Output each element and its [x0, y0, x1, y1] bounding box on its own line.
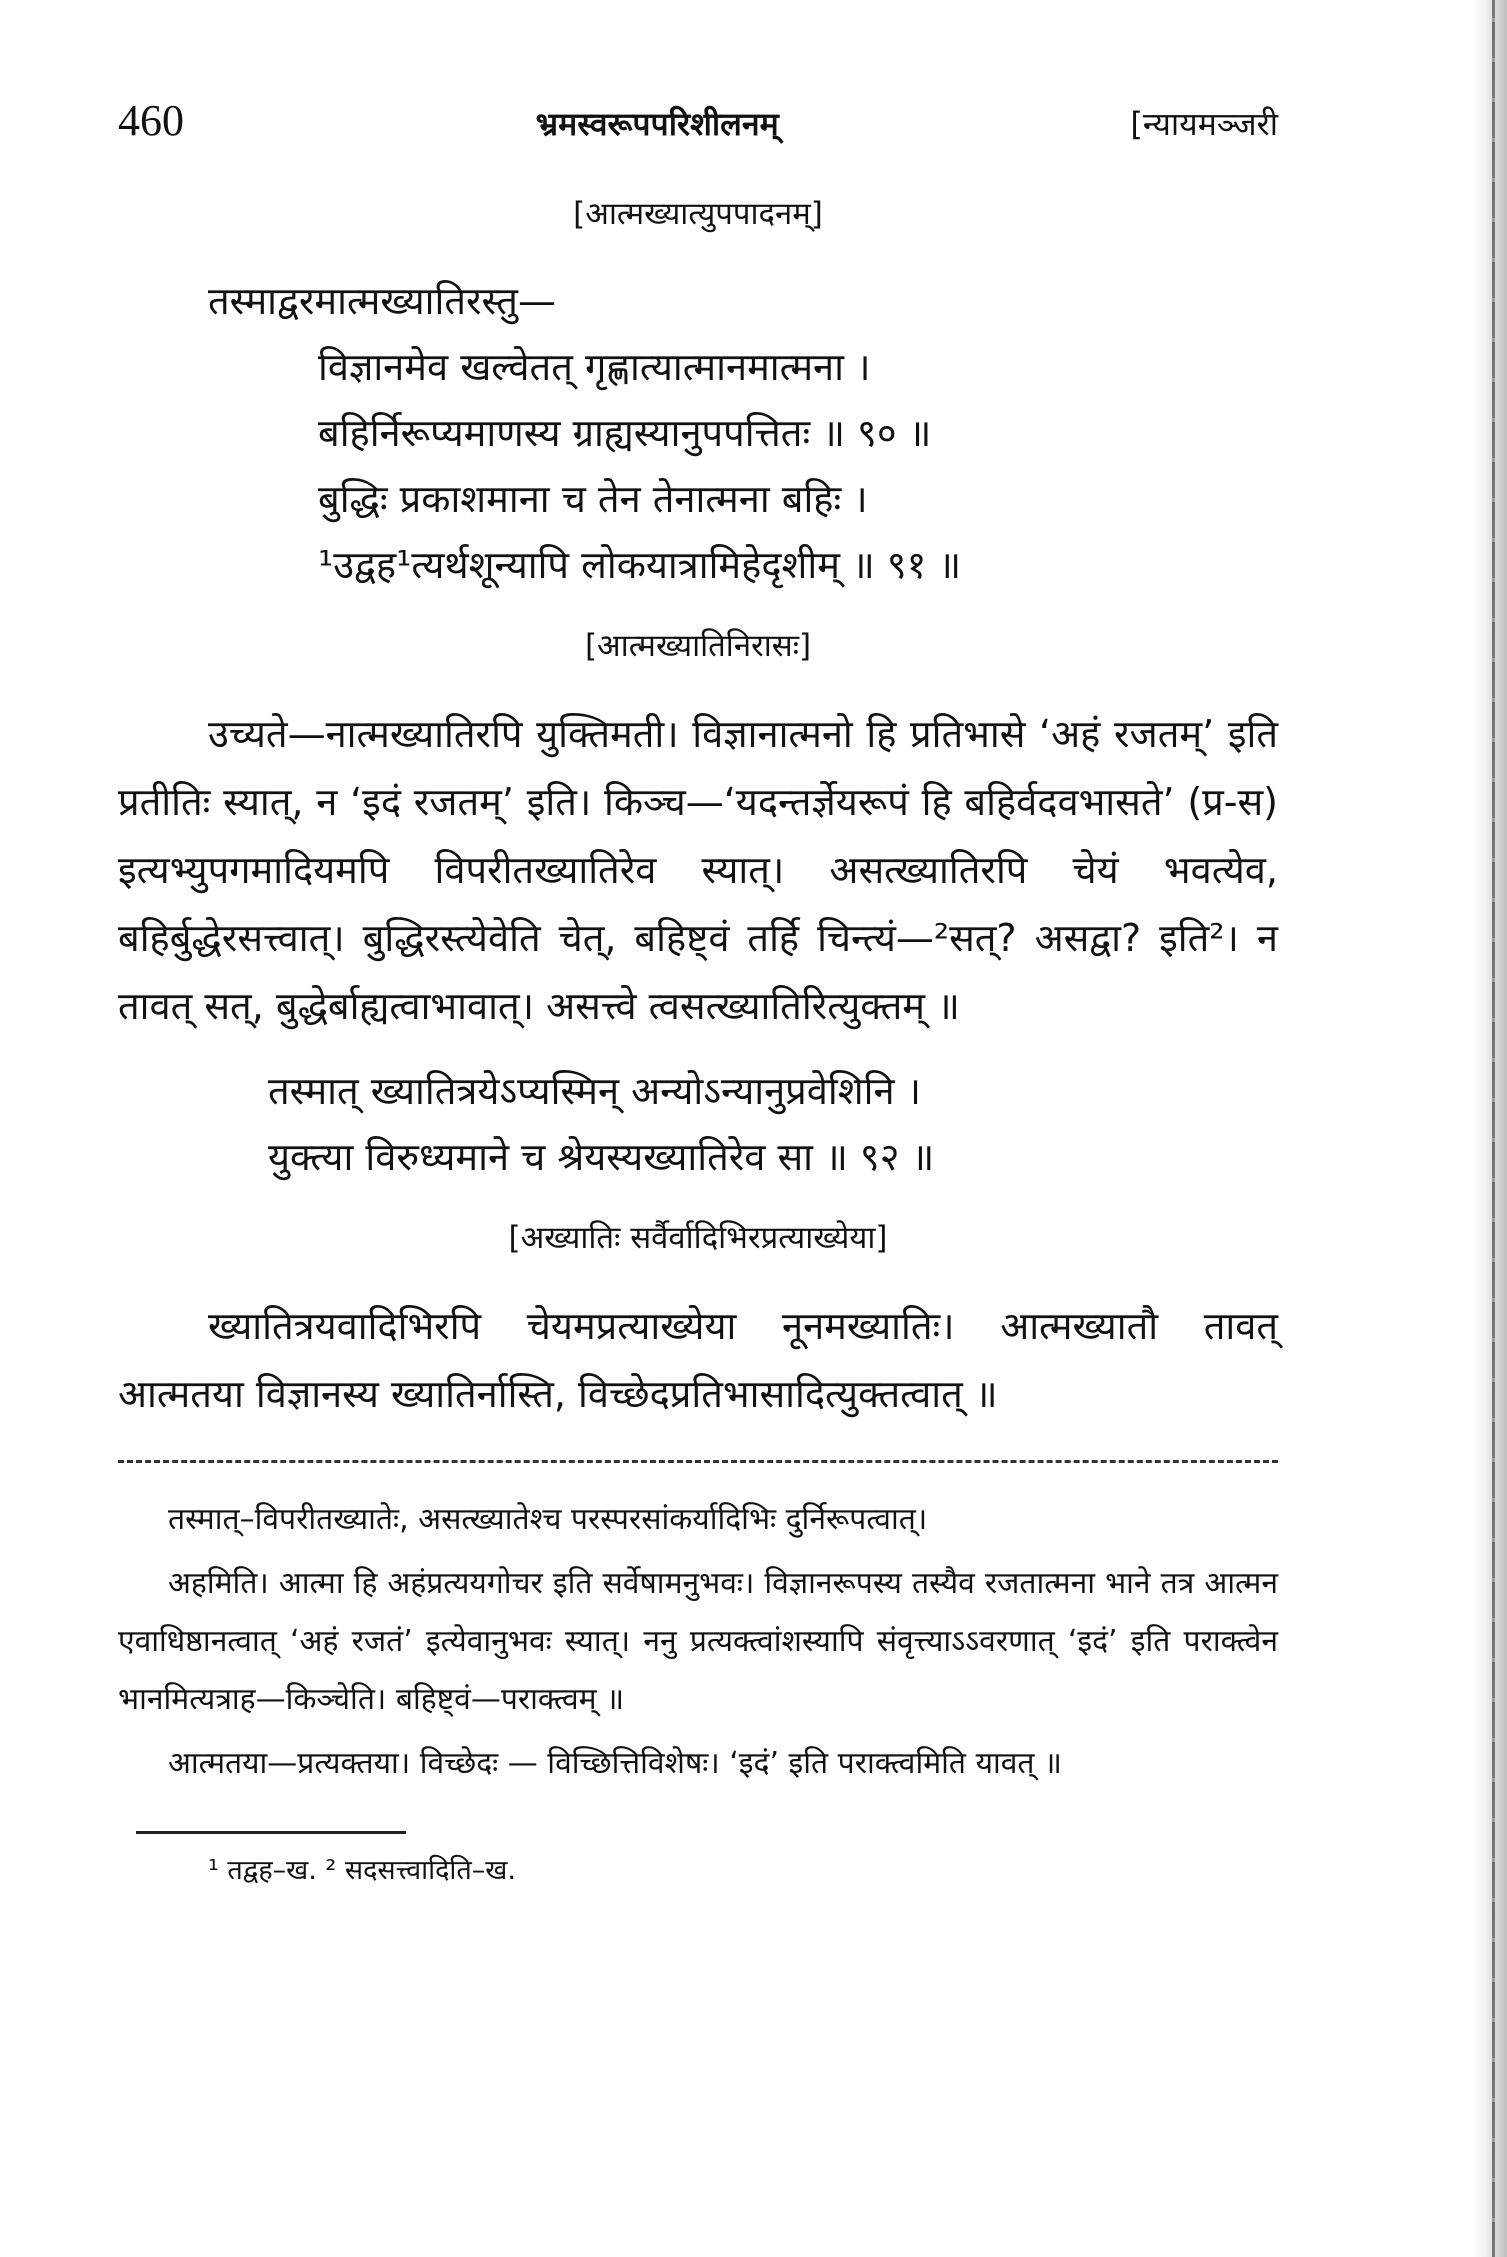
- page-edge-shadow: [1473, 0, 1507, 2257]
- book-title: [न्यायमञ्जरी: [1130, 105, 1278, 143]
- footnotes: ¹ तद्वह–ख. ² सदसत्त्वादिति–ख.: [208, 1855, 516, 1886]
- commentary-paragraph: आत्मतया—प्रत्यक्तया। विच्छेदः — विच्छित्तिविशेषः। ‘इदं’ इति पराक्त्वमिति यावत् ॥: [168, 1746, 1063, 1781]
- verse-line: युक्त्या विरुध्यमाने च श्रेयस्यख्यातिरेव सा ॥ ९२ ॥: [268, 1135, 935, 1179]
- verse-line: विज्ञानमेव खल्वेतत् गृह्णात्यात्मानमात्मना ।: [318, 345, 871, 389]
- commentary-paragraph: अहमिति। आत्मा हि अहंप्रत्ययगोचर इति सर्वेषामनुभवः। विज्ञानरूपस्य तस्यैव रजतात्मना भाने तत्र आत्मन एवाधिष्ठानत्वात् ‘अहं रजतं’ इत्येवानुभवः स्यात्। ननु प्रत्यक्त्वांशस्यापि संवृत्त्याऽऽवरणात् ‘इदं’ इति पराक्त्वेन भानमित्यत्राह—किञ्चेति। बहिष्ट्वं—पराक्त्वम् ॥: [118, 1566, 1278, 1717]
- commentary-divider: [118, 1460, 1278, 1463]
- book-page: [118, 95, 1278, 1887]
- section-heading: [आत्मख्यात्युपपादनम्]: [573, 196, 823, 232]
- verse-line: बुद्धिः प्रकाशमाना च तेन तेनात्मना बहिः ।: [318, 477, 868, 521]
- body-paragraph: उच्यते—नात्मख्यातिरपि युक्तिमती। विज्ञानात्मनो हि प्रतिभासे ‘अहं रजतम्’ इति प्रतीतिः स्यात्, न ‘इदं रजतम्’ इति। किञ्च—‘यदन्तर्ज्ञेयरूपं हि बहिर्वदवभासते’ (प्र-स) इत्यभ्युपगमादियमपि विपरीतख्यातिरेव स्यात्। असत्ख्यातिरपि चेयं भवत्येव, बहिर्बुद्धेरसत्त्वात्। बुद्धिरस्त्येवेति चेत्, बहिष्ट्वं तर्हि चिन्त्यं—²सत्? असद्वा? इति²। न तावत् सत्, बुद्धेर्बाह्यत्वाभावात्। असत्त्वे त्वसत्ख्यातिरित्युक्तम् ॥: [118, 712, 1278, 1028]
- running-title: भ्रमस्वरूपपरिशीलनम्: [535, 105, 779, 143]
- footnote-rule: [136, 1831, 406, 1834]
- running-header: [118, 95, 1278, 146]
- verse-line: बहिर्निरूप्यमाणस्य ग्राह्यस्यानुपपत्तितः ॥ ९० ॥: [318, 411, 932, 455]
- verse-line: ¹उद्वह¹त्यर्थशून्यापि लोकयात्रामिहेदृशीम् ॥ ९१ ॥: [318, 543, 962, 587]
- section-intro: तस्माद्वरमात्मख्यातिरस्तु—: [208, 279, 556, 323]
- page-number: 460: [118, 96, 184, 145]
- commentary-paragraph: तस्मात्–विपरीतख्यातेः, असत्ख्यातेश्च परस्परसांकर्यादिभिः दुर्निरूपत्वात्।: [168, 1502, 928, 1537]
- body-paragraph: ख्यातित्रयवादिभिरपि चेयमप्रत्याख्येया नूनमख्यातिः। आत्मख्यातौ तावत् आत्मतया विज्ञानस्य ख्यातिर्नास्ति, विच्छेदप्रतिभासादित्युक्तत्वात् ॥: [118, 1304, 1278, 1416]
- verse-line: तस्मात् ख्यातित्रयेऽप्यस्मिन् अन्योऽन्यानुप्रवेशिनि ।: [268, 1069, 922, 1113]
- section-heading: [आत्मख्यातिनिरासः]: [584, 628, 812, 664]
- section-heading: [अख्यातिः सर्वैर्वादिभिरप्रत्याख्येया]: [508, 1220, 888, 1256]
- page-binding-edge: [1492, 0, 1495, 2257]
